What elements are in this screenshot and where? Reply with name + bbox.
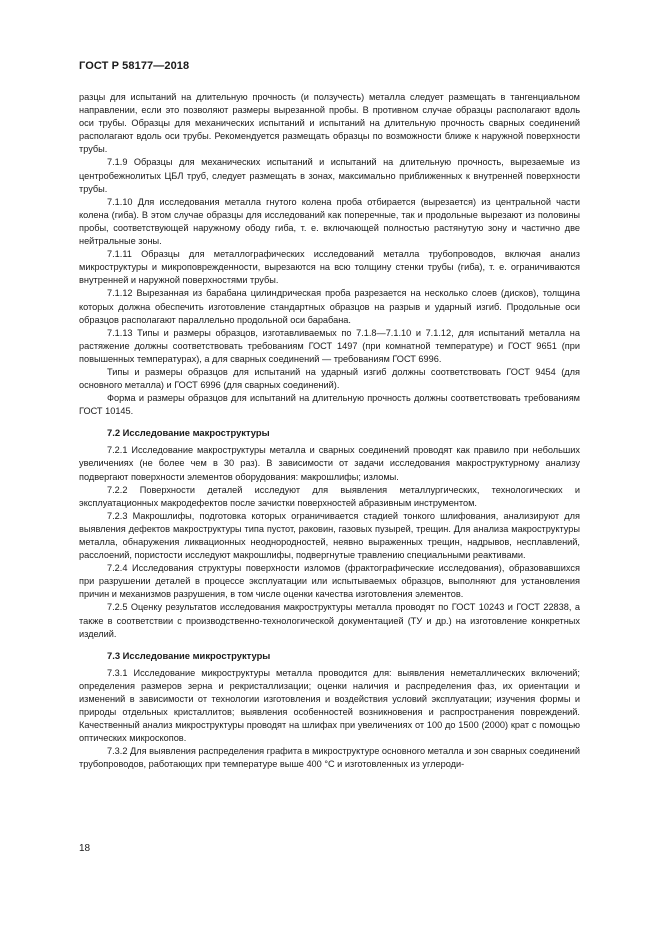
paragraph: 7.2.4 Исследования структуры поверхности изломов (фрактографические исследования), образовавшихся при разрушении деталей в процессе эксплуатации или испытываемых образцов, выполняют для установления причин и механизмов разрушения, в том числе оценки качества изготовления элементов. xyxy=(79,563,580,600)
paragraph: 7.2.2 Поверхности деталей исследуют для выявления металлургических, технологических и эксплуатационных макродефектов после зачистки поверхностей абразивным инструментом. xyxy=(79,484,580,508)
paragraph: 7.1.9 Образцы для механических испытаний и испытаний на длительную прочность, вырезаемые из центробежнолитых ЦБЛ труб, следует размещать в зонах, максимально приближенных к внутренней поверхности трубы. xyxy=(79,157,580,194)
paragraph: Форма и размеры образцов для испытаний на длительную прочность должны соответствовать требованиям ГОСТ 10145. xyxy=(79,393,580,417)
document-header: ГОСТ Р 58177—2018 xyxy=(79,60,190,72)
paragraph: разцы для испытаний на длительную прочность (и ползучесть) металла следует размещать в тангенциальном направлении, если это позволяют размеры вырезанной пробы. В противном случае образцы располагают вдоль оси трубы. Образцы для механических испытаний и испытаний на длительную прочность сварных соединений располагают вдоль оси трубы. Рекомендуется размещать образцы по возможности ближе к наружной поверхности трубы. xyxy=(79,92,580,155)
paragraph: Типы и размеры образцов для испытаний на ударный изгиб должны соответствовать ГОСТ 9454 (для основного металла) и ГОСТ 6996 (для сварных соединений). xyxy=(79,366,580,391)
section-heading-microstructure: 7.3 Исследование микроструктуры xyxy=(107,649,271,661)
page-number: 18 xyxy=(79,843,91,854)
paragraph: 7.1.13 Типы и размеры образцов, изготавливаемых по 7.1.8—7.1.10 и 7.1.12, для испытаний металла на растяжение должны соответствовать требованиям ГОСТ 1497 (при комнатной температуре) и ГОСТ 9651 (при повышенных температурах), а для сварных соединений — требованиям ГОСТ 6996. xyxy=(79,327,580,364)
paragraph: 7.2.5 Оценку результатов исследования макроструктуры металла проводят по ГОСТ 10243 и ГОСТ 22838, а также в соответствии с производственно-технологической документацией (ТУ и др.) на изготовление конкретных изделий. xyxy=(79,602,580,639)
paragraph: 7.1.12 Вырезанная из барабана цилиндрическая проба разрезается на несколько слоев (дисков), толщина которых должна обеспечить изготовление стандартных образцов на разрыв и ударный изгиб. Продольные оси образцов располагают параллельно продольной оси барабана. xyxy=(79,288,580,325)
paragraph: 7.1.11 Образцы для металлографических исследований металла трубопроводов, включая анализ микроструктуры и микроповрежденности, вырезаются на всю толщину стенки трубы (гиба), т. е. ограничиваются внутренней и наружной поверхностями трубы. xyxy=(79,249,580,286)
paragraph: 7.2.3 Макрошлифы, подготовка которых ограничивается стадией тонкого шлифования, анализируют для выявления дефектов макроструктуры типа пустот, раковин, газовых пузырей, трещин. Для анализа макроструктуры металла, обнаружения ликвационных неоднородностей, неявно выраженных трещин, надрывов, несплавлений, расслоений, пористости исследуют макрошлифы, подвергнутые травлению специальными реактивами. xyxy=(79,510,580,561)
section-heading-macrostructure: 7.2 Исследование макроструктуры xyxy=(107,427,270,439)
paragraph: 7.3.1 Исследование микроструктуры металла проводится для: выявления неметаллических включений; определения размеров зерна и рекристаллизации; оценки наличия и распределения фаз, их ориентации и изменений в зависимости от технологии изготовления и воздействия условий эксплуатации; изучения формы и природы отдельных кристаллитов; выявления особенностей возникновения и распространения повреждений. Качественный анализ микроструктуры проводят на шлифах при увеличениях от 100 до 1500 (2000) крат с помощью оптических микроскопов. xyxy=(79,667,580,744)
paragraph: 7.2.1 Исследование макроструктуры металла и сварных соединений проводят как правило при небольших увеличениях (не более чем в 30 раз). В зависимости от задачи исследования макроструктурному анализу подвергают поверхности элементов оборудования: макрошлифы; изломы. xyxy=(79,445,580,482)
document-body xyxy=(79,91,580,772)
paragraph: 7.3.2 Для выявления распределения графита в микроструктуре основного металла и зон сварных соединений трубопроводов, работающих при температуре выше 400 °С и изготовленных из углероди- xyxy=(79,746,581,770)
paragraph: 7.1.10 Для исследования металла гнутого колена проба отбирается (вырезается) из центральной части колена (гиба). В этом случае образцы для исследований как поперечные, так и продольные вырезают из половины пробы, соответствующей наружному ободу гиба, т. е. включающей полностью растянутую зону и частично две нейтральные зоны. xyxy=(79,196,580,247)
